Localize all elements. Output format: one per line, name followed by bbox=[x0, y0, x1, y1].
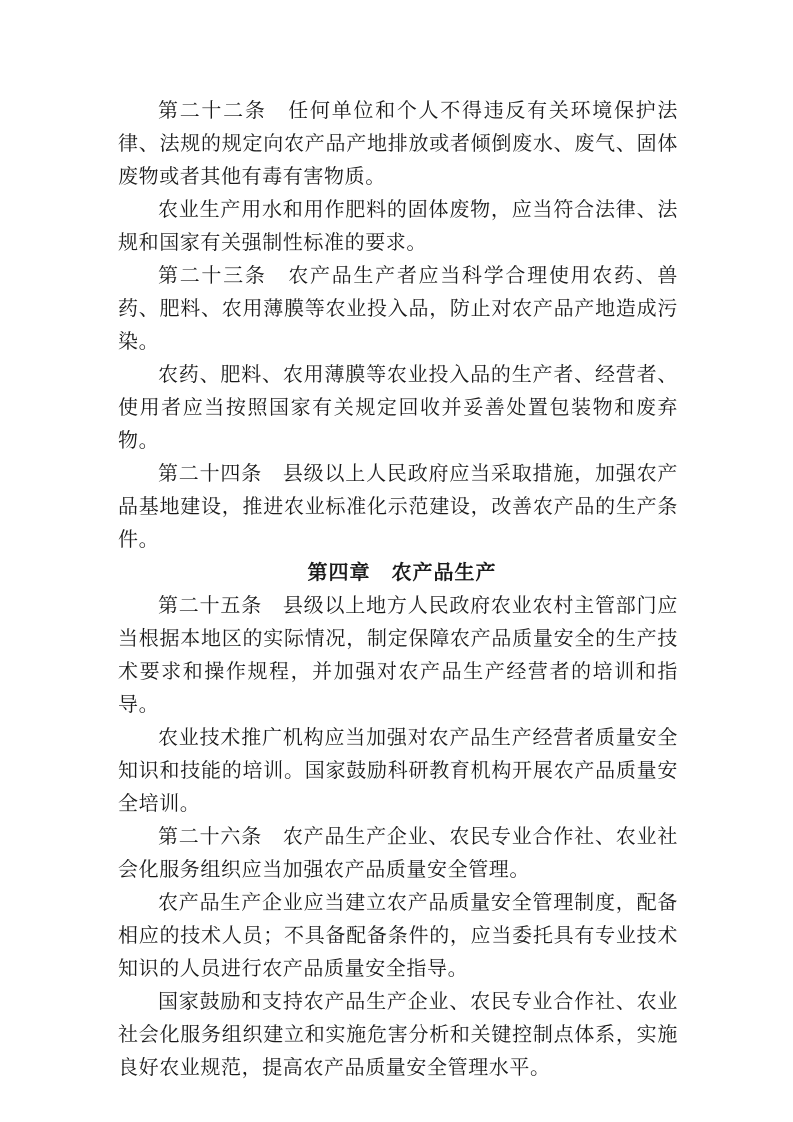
article-22-water-fertilizer-paragraph: 农业生产用水和用作肥料的固体废物，应当符合法律、法规和国家有关强制性标准的要求。 bbox=[118, 197, 678, 254]
chapter-4-title: 第四章 农产品生产 bbox=[307, 560, 497, 584]
article-26-paragraph: 第二十六条 农产品生产企业、农民专业合作社、农业社会化服务组织应当加强农产品质量安全管理。 bbox=[118, 824, 678, 881]
article-23-paragraph: 第二十三条 农产品生产者应当科学合理使用农药、兽药、肥料、农用薄膜等农业投入品，防止对农产品产地造成污染。 bbox=[118, 263, 678, 353]
document-body bbox=[118, 94, 678, 1084]
article-24-paragraph: 第二十四条 县级以上人民政府应当采取措施，加强农产品基地建设，推进农业标准化示范建设，改善农产品的生产条件。 bbox=[118, 461, 678, 551]
article-26-encouragement-paragraph: 国家鼓励和支持农产品生产企业、农民专业合作社、农业社会化服务组织建立和实施危害分析和关键控制点体系，实施良好农业规范，提高农产品质量安全管理水平。 bbox=[118, 989, 678, 1079]
article-25-paragraph: 第二十五条 县级以上地方人民政府农业农村主管部门应当根据本地区的实际情况，制定保障农产品质量安全的生产技术要求和操作规程，并加强对农产品生产经营者的培训和指导。 bbox=[118, 593, 678, 716]
article-23-recycling-paragraph: 农药、肥料、农用薄膜等农业投入品的生产者、经营者、使用者应当按照国家有关规定回收并妥善处置包装物和废弃物。 bbox=[118, 362, 678, 452]
article-26-management-paragraph: 农产品生产企业应当建立农产品质量安全管理制度，配备相应的技术人员；不具备配备条件的，应当委托具有专业技术知识的人员进行农产品质量安全指导。 bbox=[118, 890, 678, 980]
article-25-training-paragraph: 农业技术推广机构应当加强对农产品生产经营者质量安全知识和技能的培训。国家鼓励科研教育机构开展农产品质量安全培训。 bbox=[118, 725, 678, 815]
article-22-paragraph: 第二十二条 任何单位和个人不得违反有关环境保护法律、法规的规定向农产品产地排放或者倾倒废水、废气、固体废物或者其他有毒有害物质。 bbox=[118, 98, 678, 188]
